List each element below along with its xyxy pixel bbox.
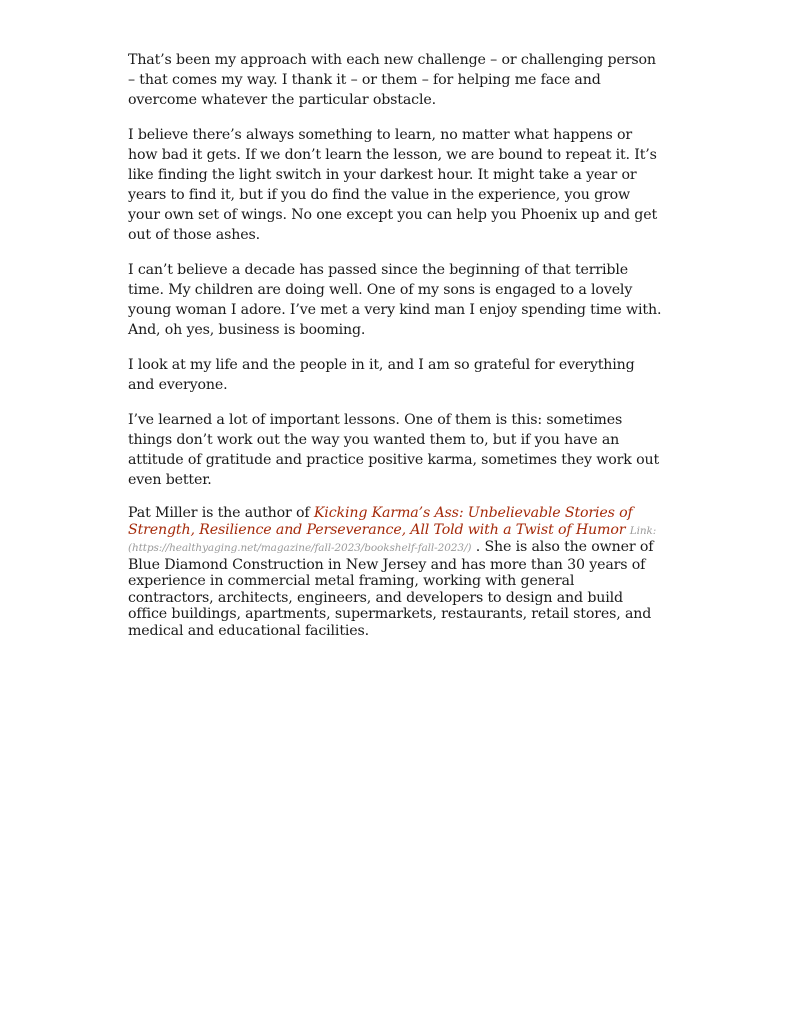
- paragraph-grateful: I look at my life and the people in it, and I am so grateful for everything and everyone.: [128, 357, 635, 393]
- paragraph-lessons: I’ve learned a lot of important lessons. One of them is this: sometimes things don’t work out the way you wanted them to, but if you have an attitude of gratitude and practice positive karma, sometimes they work out even better.: [128, 412, 659, 488]
- book-title-link[interactable]: Kicking Karma’s Ass: Unbelievable Stories of Strength, Resilience and Perseverance, All Told with a Twist of Humor: [128, 505, 633, 538]
- article-body: [128, 50, 664, 639]
- bio-intro: Pat Miller is the author of: [128, 505, 314, 521]
- bio-rest: . She is also the owner of Blue Diamond Construction in New Jersey and has more than 30 years of experience in commercial metal framing, working with general contractors, architects, engineers, and developers to design and build office buildings, apartments, supermarkets, restaurants, retail stores, and medical and educational facilities.: [128, 539, 654, 639]
- paragraph-lesson: I believe there’s always something to learn, no matter what happens or how bad it gets. If we don’t learn the lesson, we are bound to repeat it. It’s like finding the light switch in your darkest hour. It might take a year or years to find it, but if you do find the value in the experience, you grow your own set of wings. No one except you can help you Phoenix up and get out of those ashes.: [128, 127, 658, 243]
- book-link-url[interactable]: (https://healthyaging.net/magazine/fall-2023/bookshelf-fall-2023/): [128, 542, 472, 554]
- paragraph-approach: That’s been my approach with each new challenge – or challenging person – that comes my way. I thank it – or them – for helping me face and overcome whatever the particular obstacle.: [128, 52, 656, 108]
- author-bio: [128, 505, 664, 639]
- paragraph-decade: I can’t believe a decade has passed since the beginning of that terrible time. My children are doing well. One of my sons is engaged to a lovely young woman I adore. I’ve met a very kind man I enjoy spending time with. And, oh yes, business is booming.: [128, 262, 662, 338]
- link-label: Link:: [629, 524, 657, 537]
